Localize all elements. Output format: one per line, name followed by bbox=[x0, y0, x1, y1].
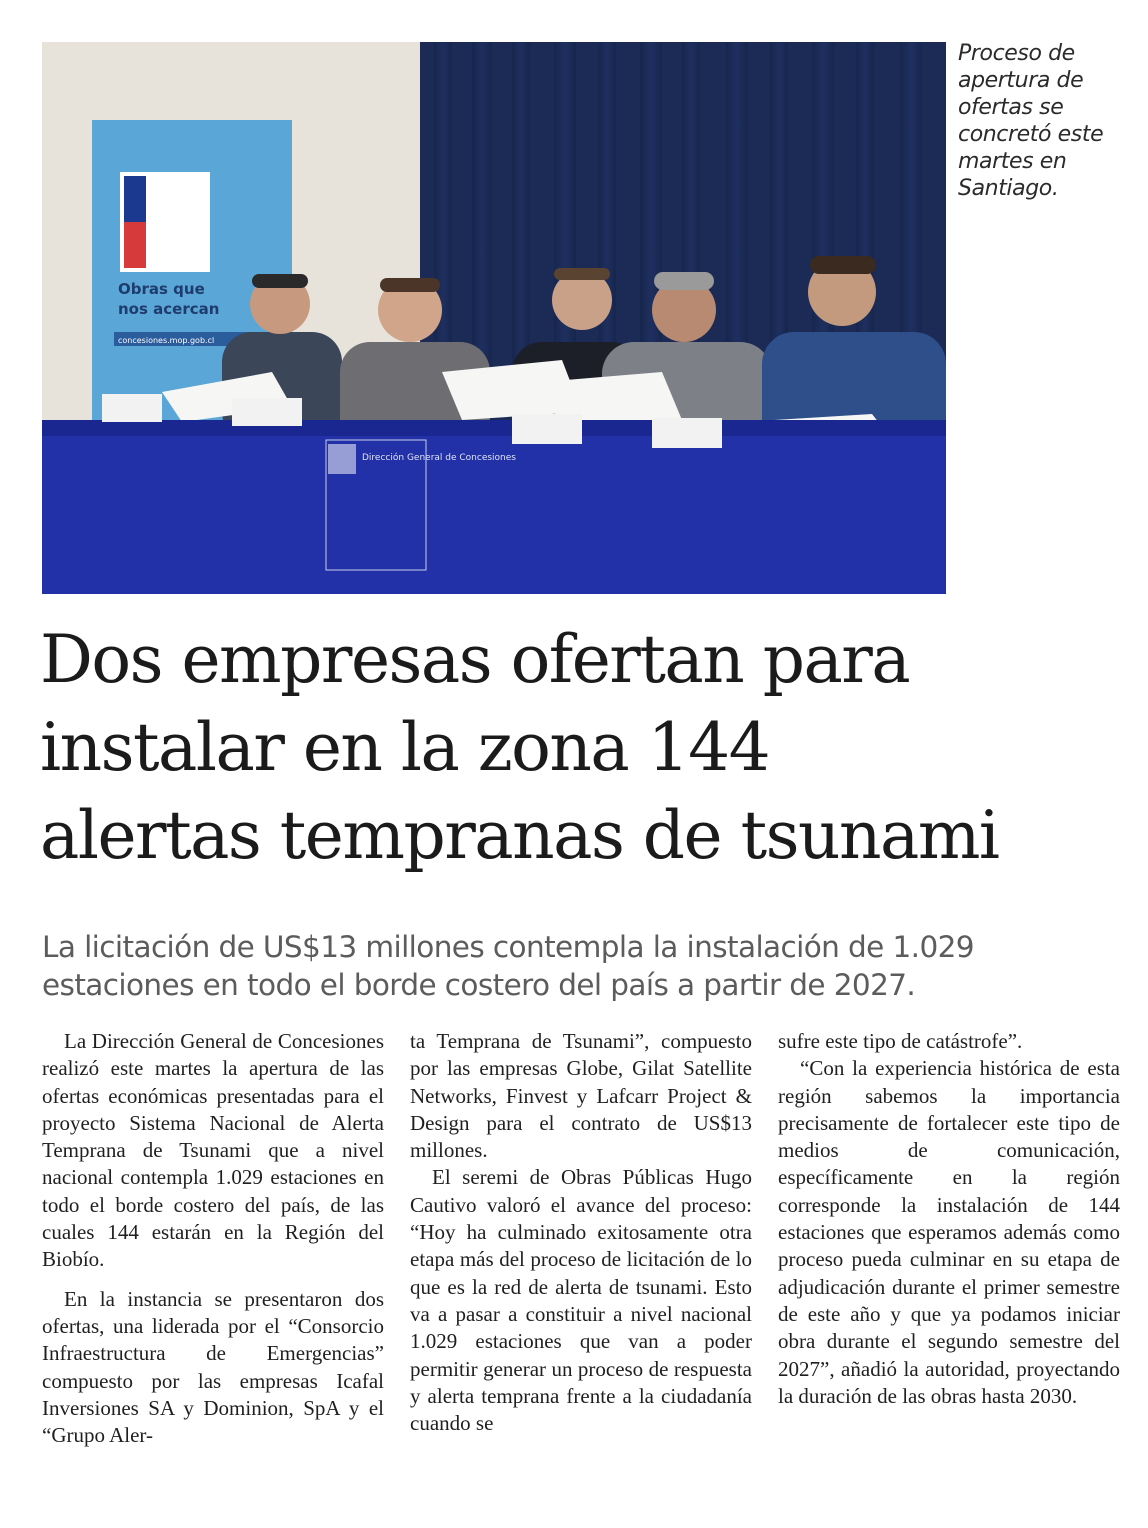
tablecloth-text: Dirección General de Concesiones bbox=[362, 453, 516, 463]
subheadline bbox=[42, 928, 1122, 1004]
banner-text-line1: Obras que bbox=[118, 280, 205, 298]
table-cloth bbox=[42, 420, 946, 594]
headline bbox=[40, 616, 1120, 880]
body-paragraph-1: La Dirección General de Concesiones realizó este martes la apertura de las ofertas económicas presentadas para el proyecto Sistema Nacional de Alerta Temprana de Tsunami que a nivel nacional contempla 1.029 estaciones en todo el borde costero del país, de las cuales 144 estarán en la Región del Biobío. bbox=[42, 1029, 384, 1272]
body-paragraph-4: “Con la experiencia histórica de esta región sabemos la importancia precisamente de fortalecer este tipo de medios de comunicación, específicamente en la región corresponde la instalación de 144 estaciones que esperamos además como proceso pueda culminar en su etapa de adjudicación durante el primer semestre de este año y que ya podamos iniciar obra durante el segundo semestre del 2027”, añadió la autoridad, proyectando la duración de las obras hasta 2030. bbox=[778, 1056, 1120, 1408]
subheadline-line-2: estaciones en todo el borde costero del país a partir de 2027. bbox=[42, 968, 916, 1002]
headline-line-1: Dos empresas ofertan para bbox=[40, 621, 910, 698]
body-paragraph-2: En la instancia se presentaron dos ofertas, una liderada por el “Consorcio Infraestructura de Emergencias” compuesto por las empresas Icafal Inversiones SA y Dominion, SpA y el “Grupo Aler- bbox=[42, 1286, 384, 1448]
article-column-3 bbox=[778, 1028, 1120, 1410]
headline-line-3: alertas tempranas de tsunami bbox=[40, 797, 999, 874]
headline-line-2: instalar en la zona 144 bbox=[40, 709, 770, 786]
subheadline-line-1: La licitación de US$13 millones contempla la instalación de 1.029 bbox=[42, 930, 974, 964]
photo-caption: Proceso de apertura de ofertas se concretó este martes en Santiago. bbox=[958, 41, 1104, 201]
body-paragraph-3-continued: sufre este tipo de catástrofe”. bbox=[778, 1029, 1023, 1053]
banner-url: concesiones.mop.gob.cl bbox=[118, 336, 215, 345]
banner-text-line2: nos acercan bbox=[118, 300, 220, 318]
article-photo bbox=[42, 42, 946, 594]
body-paragraph-3: El seremi de Obras Públicas Hugo Cautivo valoró el avance del proceso: “Hoy ha culminado exitosamente otra etapa más del proceso de licitación de lo que es la red de alerta de tsunami. Esto va a pasar a constituir a nivel nacional 1.029 estaciones que van a poder permitir generar un proceso de respuesta y alerta temprana frente a la ciudadanía cuando se bbox=[410, 1165, 752, 1436]
article-column-2 bbox=[410, 1028, 752, 1437]
article-column-1 bbox=[42, 1028, 384, 1449]
body-paragraph-2-continued: ta Temprana de Tsunami”, compuesto por las empresas Globe, Gilat Satellite Networks, Finvest y Lafcarr Project & Design para el contrato de US$13 millones. bbox=[410, 1029, 752, 1163]
